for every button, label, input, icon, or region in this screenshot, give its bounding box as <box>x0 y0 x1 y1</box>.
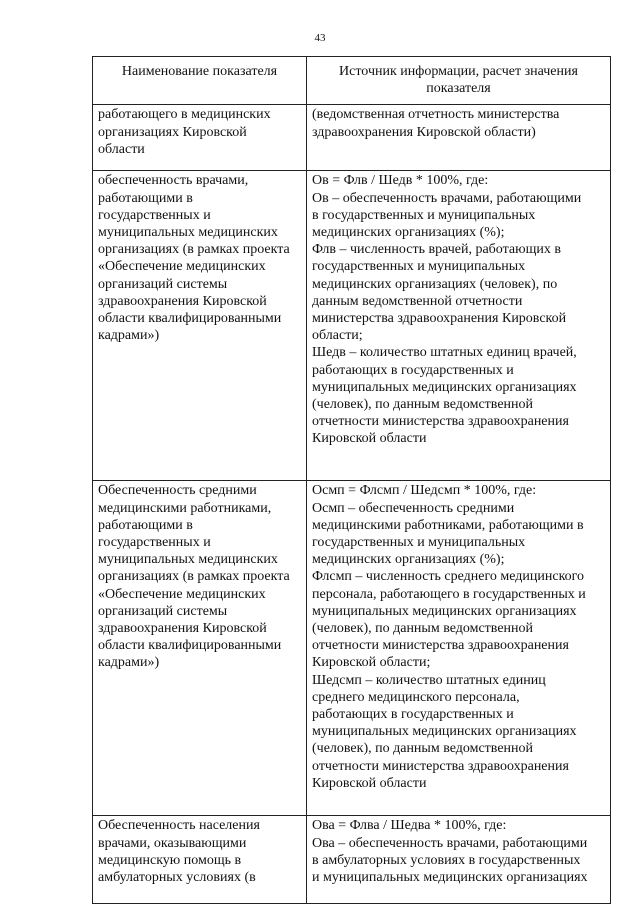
table-header-row <box>93 57 611 105</box>
indicator-name-cell: работающего в медицинских организациях Кировской области <box>93 105 307 171</box>
info-source-cell: (ведомственная отчетность министерства здравоохранения Кировской области) <box>307 105 611 171</box>
cell-text: Ова = Флва / Шедва * 100%, где: Ова – обеспеченность врачами, работающими в амбулаторных условиях в государственных и муниципальных медицинских организациях <box>312 818 588 886</box>
info-source-cell: Осмп = Флсмп / Шедсмп * 100%, где: Осмп – обеспеченность средними медицинскими работниками, работающими в государственных и муниципальных медицинских организациях (%); Флсмп – численность среднего медицинского персонала, работающего в государственных и муниципальных медицинских организациях (человек), по данным ведомственной отчетности министерства здравоохранения Кировской области; Шедсмп – количество штатных единиц среднего медицинского персонала, работающих в государственных и муниципальных медицинских организациях (человек), по данным ведомственной отчетности министерства здравоохранения Кировской области <box>307 481 611 816</box>
table-row <box>93 816 611 904</box>
indicator-table <box>92 56 611 904</box>
page-number: 43 <box>314 32 326 44</box>
info-source-cell <box>307 816 611 904</box>
table-row <box>93 105 611 171</box>
indicator-name-cell: Обеспеченность средними медицинскими работниками, работающими в государственных и муниципальных медицинских организациях (в рамках проекта «Обеспечение медицинских организаций системы здравоохранения Кировской области квалифицированными кадрами») <box>93 481 307 816</box>
cell-text: Обеспеченность населения врачами, оказывающими медицинскую помощь в амбулаторных условиях (в <box>98 818 260 886</box>
header-indicator-name: Наименование показателя <box>93 57 307 105</box>
info-source-cell: Ов = Флв / Шедв * 100%, где: Ов – обеспеченность врачами, работающими в государственных и муниципальных медицинских организациях (%); Флв – численность врачей, работающих в государственных и муниципальных медицинских организациях (человек), по данным ведомственной отчетности министерства здравоохранения Кировской области; Шедв – количество штатных единиц врачей, работающих в государственных и муниципальных медицинских организациях (человек), по данным ведомственной отчетности министерства здравоохранения Кировской области <box>307 171 611 481</box>
table-row <box>93 171 611 481</box>
indicator-name-cell: обеспеченность врачами, работающими в государственных и муниципальных медицинских организациях (в рамках проекта «Обеспечение медицинских организаций системы здравоохранения Кировской области квалифицированными кадрами») <box>93 171 307 481</box>
table-row <box>93 481 611 816</box>
indicator-name-cell <box>93 816 307 904</box>
header-info-source: Источник информации, расчет значения показателя <box>307 57 611 105</box>
